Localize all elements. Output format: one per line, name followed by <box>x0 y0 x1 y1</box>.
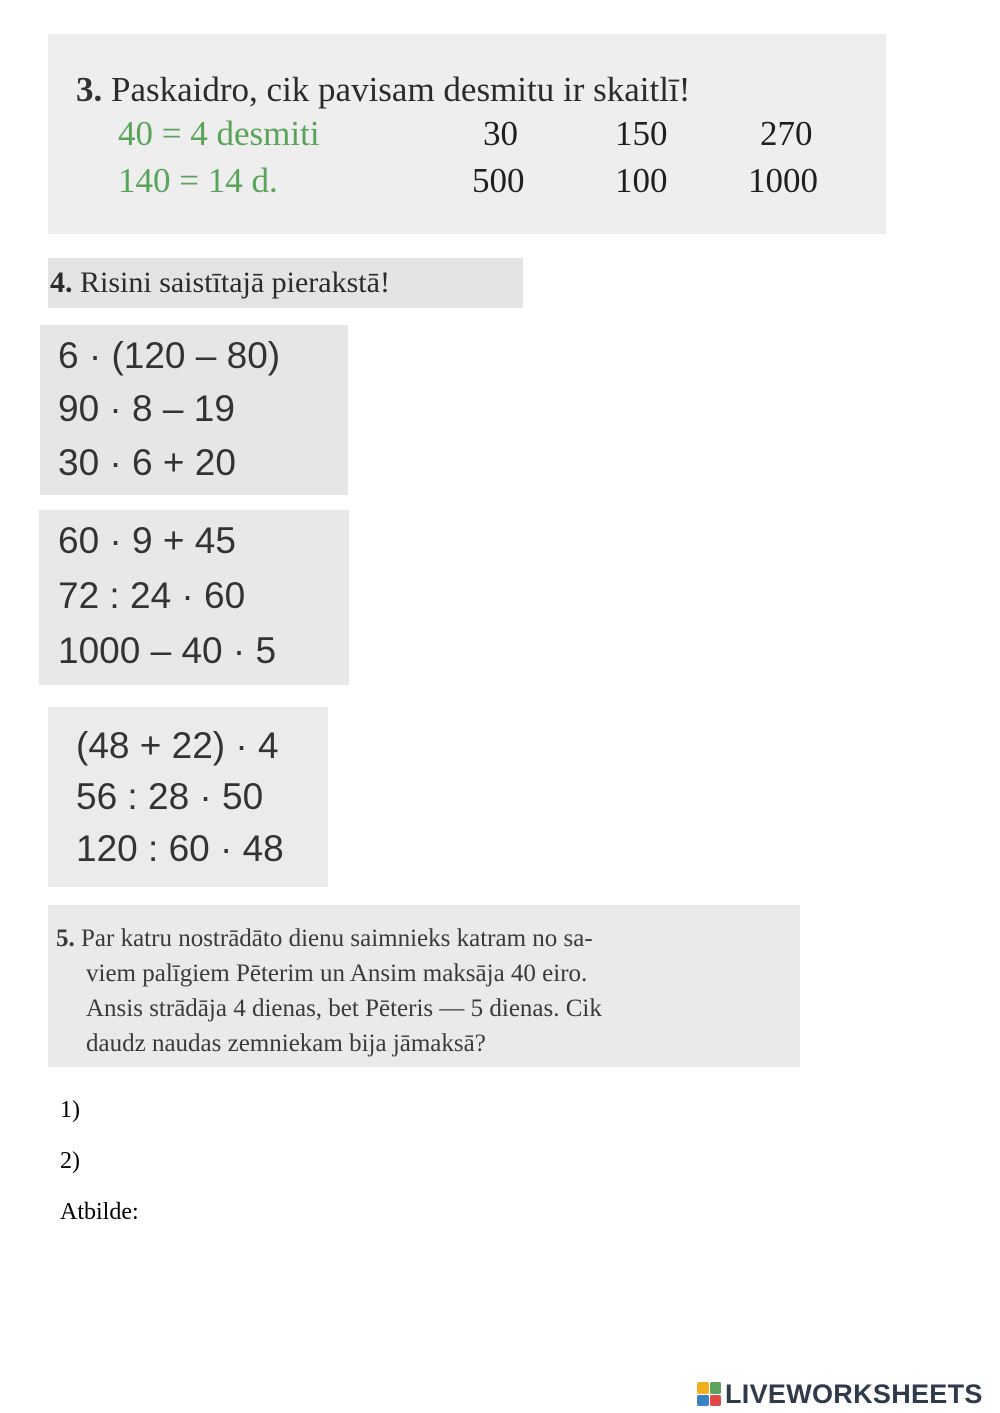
task-5-line-3: Ansis strādāja 4 dienas, bet Pēteris — 5 dienas. Cik <box>86 995 602 1022</box>
task-3-number: 3. <box>76 70 103 109</box>
task-3-heading <box>76 70 690 110</box>
liveworksheets-logo <box>697 1378 983 1410</box>
task-3-example-1: 40 = 4 desmiti <box>118 114 320 153</box>
task-5-line-4: daudz naudas zemniekam bija jāmaksā? <box>86 1030 486 1057</box>
task-4-heading <box>50 266 390 300</box>
expression-group-3 <box>48 707 328 887</box>
expression: (48 + 22) · 4 <box>76 725 279 766</box>
expression: 90 · 8 – 19 <box>58 388 235 429</box>
task-3-number-270: 270 <box>760 114 813 153</box>
task-3-number-150: 150 <box>615 114 668 153</box>
task-5-panel <box>48 905 800 1067</box>
task-3-number-100: 100 <box>615 161 668 200</box>
task-5-line-1 <box>56 925 593 953</box>
task-5-text: Par katru nostrādāto dienu saimnieks katram no sa- <box>81 925 593 952</box>
expression: 56 : 28 · 50 <box>76 776 264 817</box>
solution-step-2-label: 2) <box>60 1148 80 1174</box>
task-3-instruction: Paskaidro, cik pavisam desmitu ir skaitlī! <box>111 70 691 109</box>
expression: 120 : 60 · 48 <box>76 828 284 869</box>
answer-label: Atbilde: <box>60 1199 139 1225</box>
expression: 72 : 24 · 60 <box>58 575 246 616</box>
solution-step-1-label: 1) <box>60 1097 80 1123</box>
task-3-number-30: 30 <box>483 114 518 153</box>
task-4-instruction: Risini saistītajā pierakstā! <box>80 266 390 299</box>
expression: 60 · 9 + 45 <box>58 520 236 561</box>
expression: 6 · (120 – 80) <box>58 335 281 376</box>
logo-grid-icon <box>697 1382 721 1406</box>
task-3-number-1000: 1000 <box>748 161 818 200</box>
task-5-line-2: viem palīgiem Pēterim un Ansim maksāja 40 eiro. <box>86 960 588 987</box>
task-3-panel <box>48 34 886 234</box>
task-3-example-2: 140 = 14 d. <box>118 161 278 200</box>
task-4-number: 4. <box>50 266 73 299</box>
expression: 1000 – 40 · 5 <box>58 630 277 671</box>
expression-group-2 <box>39 510 349 685</box>
task-4-heading-panel <box>48 258 523 308</box>
logo-text: LIVEWORKSHEETS <box>725 1378 983 1409</box>
task-5-number: 5. <box>56 925 75 952</box>
expression-group-1 <box>40 325 348 495</box>
task-3-number-500: 500 <box>472 161 525 200</box>
expression: 30 · 6 + 20 <box>58 442 236 483</box>
